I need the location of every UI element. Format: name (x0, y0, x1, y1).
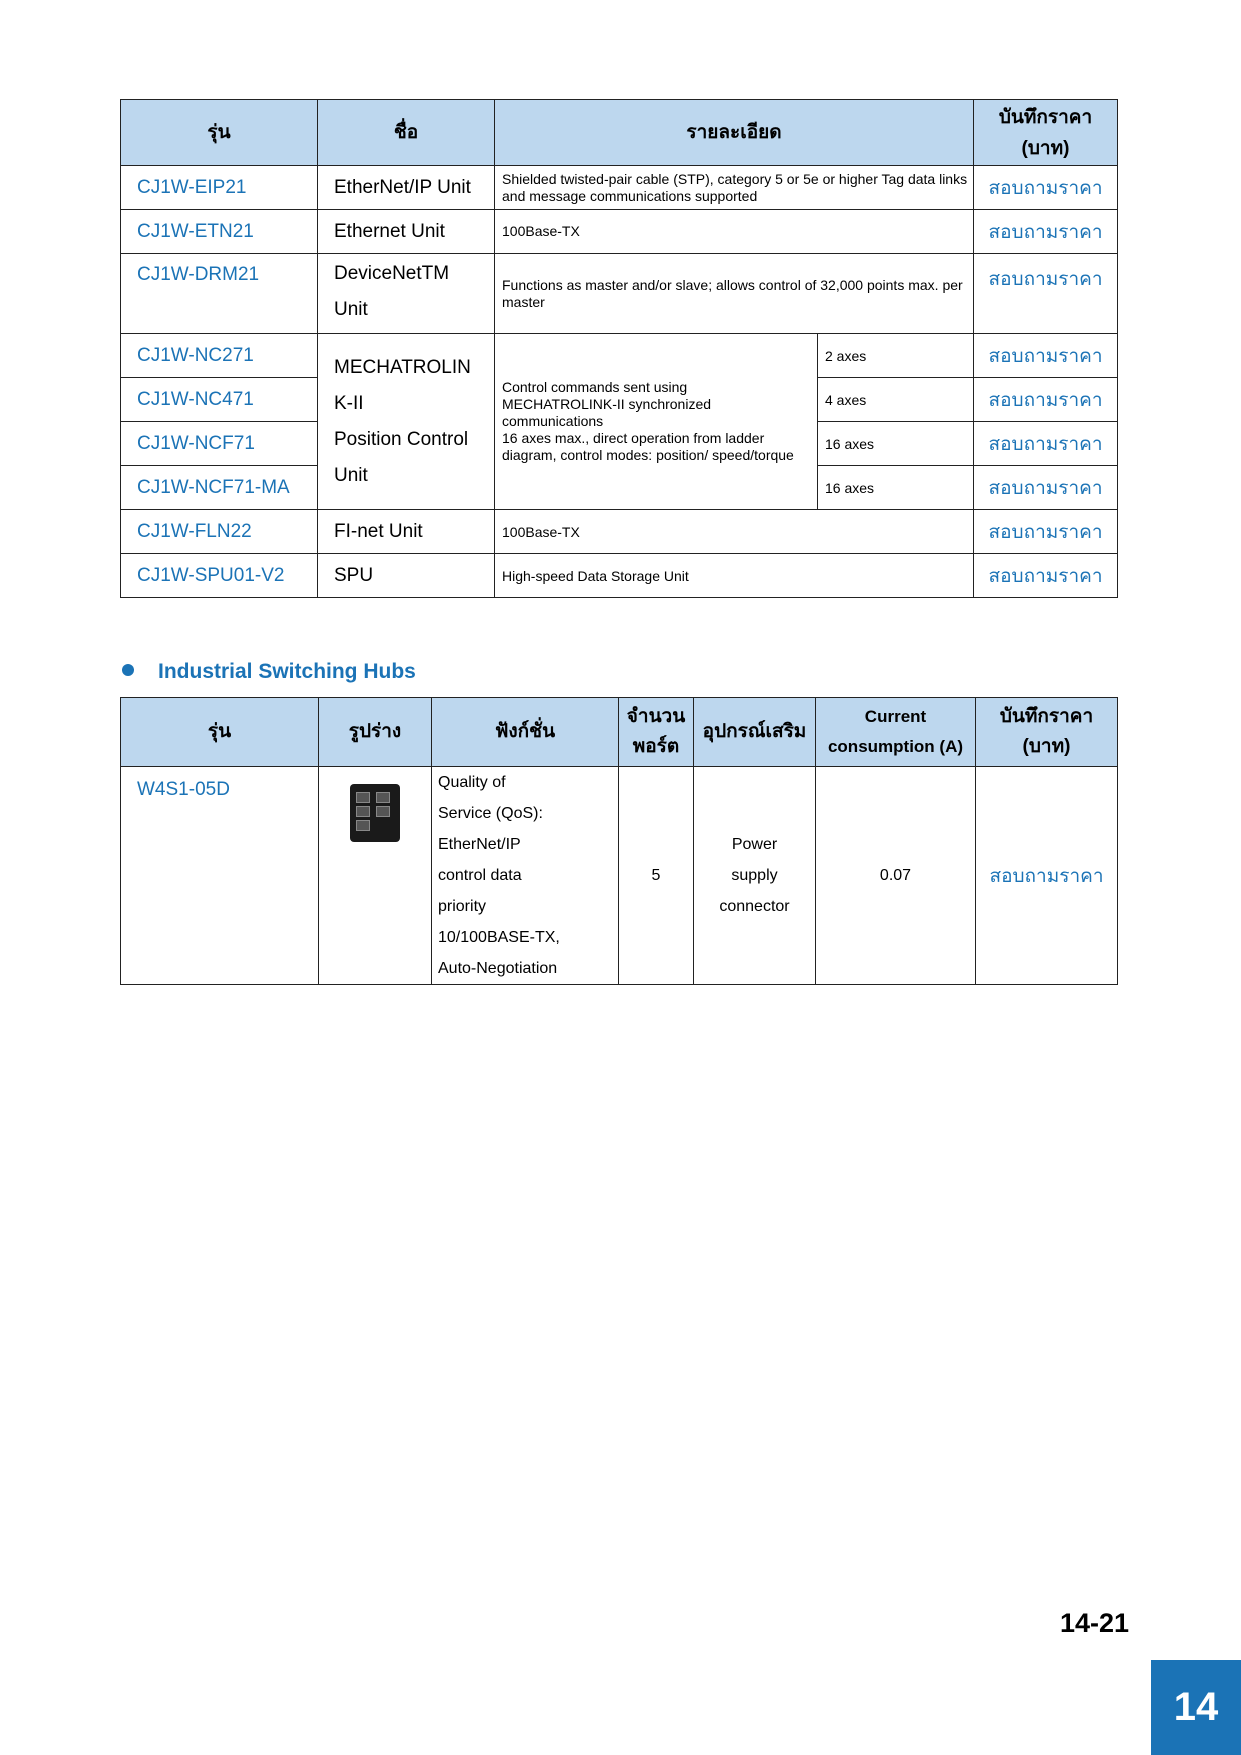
product-name: FI-net Unit (318, 510, 495, 554)
product-name: MECHATROLIN K-II Position Control Unit (318, 334, 495, 510)
product-description: 100Base-TX (495, 510, 974, 554)
table-header-row (121, 100, 1118, 166)
axes-count: 4 axes (818, 378, 974, 422)
axes-count: 16 axes (818, 466, 974, 510)
model-link[interactable]: CJ1W-NCF71-MA (121, 466, 318, 510)
axes-count: 2 axes (818, 334, 974, 378)
price-inquiry-link[interactable]: สอบถามราคา (974, 554, 1118, 598)
model-link[interactable]: CJ1W-NCF71 (121, 422, 318, 466)
header-model: รุ่น (121, 698, 319, 767)
model-link[interactable]: CJ1W-NC471 (121, 378, 318, 422)
price-inquiry-link[interactable]: สอบถามราคา (974, 510, 1118, 554)
price-inquiry-link[interactable]: สอบถามราคา (974, 422, 1118, 466)
table-row (121, 166, 1118, 210)
product-description: 100Base-TX (495, 210, 974, 254)
switching-hub-table (120, 697, 1118, 985)
price-inquiry-link[interactable]: สอบถามราคา (974, 466, 1118, 510)
table-row (121, 767, 1118, 985)
section-title: Industrial Switching Hubs (122, 660, 416, 684)
function-cell: Quality of Service (QoS): EtherNet/IP control data priority 10/100BASE-TX, Auto-Negotiation (432, 767, 619, 985)
product-description: High-speed Data Storage Unit (495, 554, 974, 598)
module-price-table (120, 99, 1118, 598)
price-inquiry-link[interactable]: สอบถามราคา (976, 767, 1118, 985)
model-link[interactable]: CJ1W-NC271 (121, 334, 318, 378)
model-link[interactable]: W4S1-05D (121, 767, 319, 985)
header-price: บันทึกราคา (บาท) (974, 100, 1118, 166)
bullet-icon (122, 664, 134, 676)
table-header-row (121, 698, 1118, 767)
table-row (121, 554, 1118, 598)
header-function: ฟังก์ชั่น (432, 698, 619, 767)
price-inquiry-link[interactable]: สอบถามราคา (974, 166, 1118, 210)
header-current: Current consumption (A) (816, 698, 976, 767)
model-link[interactable]: CJ1W-FLN22 (121, 510, 318, 554)
product-description: Shielded twisted-pair cable (STP), category 5 or 5e or higher Tag data links and message communications supported (495, 166, 974, 210)
product-name: Ethernet Unit (318, 210, 495, 254)
price-inquiry-link[interactable]: สอบถามราคา (974, 210, 1118, 254)
model-link[interactable]: CJ1W-EIP21 (121, 166, 318, 210)
product-name: SPU (318, 554, 495, 598)
header-price: บันทึกราคา (บาท) (976, 698, 1118, 767)
model-link[interactable]: CJ1W-SPU01-V2 (121, 554, 318, 598)
header-details: รายละเอียด (495, 100, 974, 166)
header-name: ชื่อ (318, 100, 495, 166)
table-row (121, 334, 1118, 378)
price-inquiry-link[interactable]: สอบถามราคา (974, 254, 1118, 334)
page-number: 14-21 (1060, 1608, 1130, 1638)
header-ports: จำนวน พอร์ต (619, 698, 694, 767)
price-inquiry-link[interactable]: สอบถามราคา (974, 334, 1118, 378)
axes-count: 16 axes (818, 422, 974, 466)
accessory-cell: Power supply connector (694, 767, 816, 985)
product-name: DeviceNetTM Unit (318, 254, 495, 334)
table-row (121, 210, 1118, 254)
product-image (319, 767, 432, 985)
chapter-tab: 14 (1151, 1660, 1241, 1755)
model-link[interactable]: CJ1W-DRM21 (121, 254, 318, 334)
port-count: 5 (619, 767, 694, 985)
product-description: Functions as master and/or slave; allows control of 32,000 points max. per master (495, 254, 974, 334)
product-name: EtherNet/IP Unit (318, 166, 495, 210)
header-shape: รูปร่าง (319, 698, 432, 767)
table-row (121, 254, 1118, 334)
table-row (121, 510, 1118, 554)
product-description: Control commands sent using MECHATROLINK-II synchronized communications 16 axes max., direct operation from ladder diagram, control modes: position/ speed/torque (495, 334, 818, 510)
current-consumption: 0.07 (816, 767, 976, 985)
model-link[interactable]: CJ1W-ETN21 (121, 210, 318, 254)
header-model: รุ่น (121, 100, 318, 166)
header-accessory: อุปกรณ์เสริม (694, 698, 816, 767)
price-inquiry-link[interactable]: สอบถามราคา (974, 378, 1118, 422)
switching-hub-image (350, 784, 400, 842)
